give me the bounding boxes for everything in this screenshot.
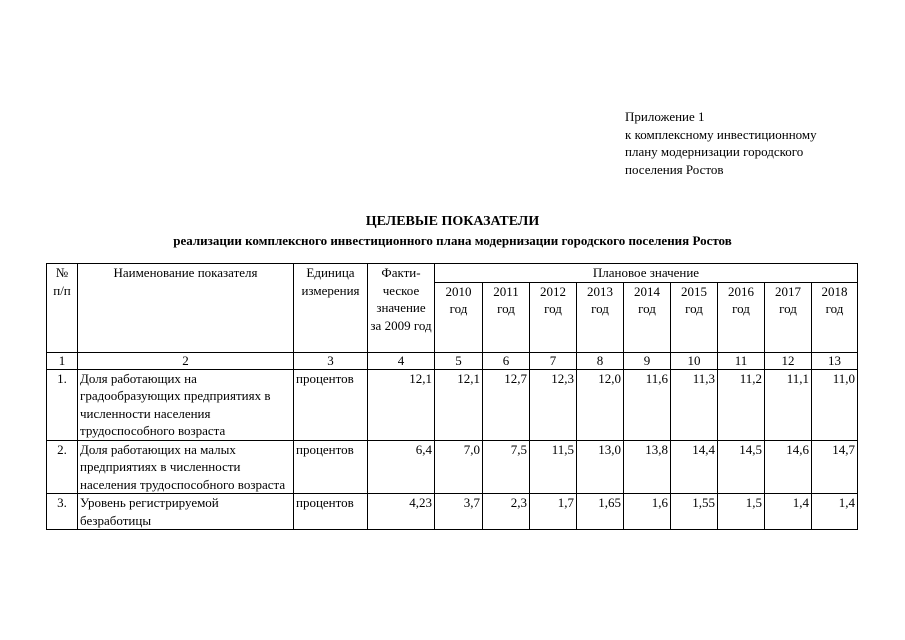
table-row — [47, 440, 858, 494]
row-actual: 4,23 — [368, 494, 435, 530]
row-name: Уровень регистрируемой безработицы — [78, 494, 294, 530]
column-number: 9 — [624, 352, 671, 369]
row-actual: 6,4 — [368, 440, 435, 494]
row-value: 1,7 — [530, 494, 577, 530]
column-number: 5 — [435, 352, 483, 369]
column-number: 4 — [368, 352, 435, 369]
column-number: 11 — [718, 352, 765, 369]
header-unit: Единица измерения — [294, 264, 368, 353]
row-unit: процентов — [294, 440, 368, 494]
row-value: 14,6 — [765, 440, 812, 494]
column-number: 8 — [577, 352, 624, 369]
row-num: 2. — [47, 440, 78, 494]
row-value: 3,7 — [435, 494, 483, 530]
indicators-table — [46, 263, 858, 530]
row-value: 11,1 — [765, 369, 812, 440]
row-value: 1,5 — [718, 494, 765, 530]
header-num: № п/п — [47, 264, 78, 353]
header-actual: Факти-ческое значение за 2009 год — [368, 264, 435, 353]
row-value: 2,3 — [483, 494, 530, 530]
row-value: 11,0 — [812, 369, 858, 440]
document-title: ЦЕЛЕВЫЕ ПОКАЗАТЕЛИ — [365, 214, 540, 229]
column-number: 13 — [812, 352, 858, 369]
row-actual: 12,1 — [368, 369, 435, 440]
header-year: 2013 год — [577, 282, 624, 352]
row-value: 11,5 — [530, 440, 577, 494]
appendix-line: к комплексному инвестиционному — [625, 126, 817, 142]
row-value: 11,3 — [671, 369, 718, 440]
row-value: 12,7 — [483, 369, 530, 440]
table-row — [47, 369, 858, 440]
row-value: 1,55 — [671, 494, 718, 530]
row-value: 1,65 — [577, 494, 624, 530]
appendix-line: Приложение 1 — [625, 109, 705, 124]
row-num: 3. — [47, 494, 78, 530]
column-number: 6 — [483, 352, 530, 369]
row-value: 1,4 — [765, 494, 812, 530]
row-value: 13,0 — [577, 440, 624, 494]
column-number: 10 — [671, 352, 718, 369]
row-name: Доля работающих на градообразующих предприятиях в численности населения трудоспособного возраста — [78, 369, 294, 440]
table-row — [47, 494, 858, 530]
header-year: 2011 год — [483, 282, 530, 352]
appendix-line: плану модернизации городского — [625, 144, 804, 159]
row-value: 14,7 — [812, 440, 858, 494]
header-year: 2016 год — [718, 282, 765, 352]
header-year: 2012 год — [530, 282, 577, 352]
header-year: 2015 год — [671, 282, 718, 352]
row-value: 12,1 — [435, 369, 483, 440]
appendix-note — [625, 108, 817, 178]
column-number: 7 — [530, 352, 577, 369]
row-value: 14,4 — [671, 440, 718, 494]
column-numbers-row — [47, 352, 858, 369]
column-number: 12 — [765, 352, 812, 369]
header-planned: Плановое значение — [435, 264, 858, 283]
header-year: 2017 год — [765, 282, 812, 352]
document-subtitle: реализации комплексного инвестиционного плана модернизации городского поселения Ростов — [173, 233, 732, 248]
header-year: 2018 год — [812, 282, 858, 352]
row-unit: процентов — [294, 369, 368, 440]
header-year: 2014 год — [624, 282, 671, 352]
row-value: 1,6 — [624, 494, 671, 530]
row-value: 13,8 — [624, 440, 671, 494]
header-year: 2010 год — [435, 282, 483, 352]
row-value: 1,4 — [812, 494, 858, 530]
row-num: 1. — [47, 369, 78, 440]
row-value: 11,6 — [624, 369, 671, 440]
row-value: 7,5 — [483, 440, 530, 494]
table-header-row — [47, 264, 858, 283]
row-value: 12,3 — [530, 369, 577, 440]
row-value: 11,2 — [718, 369, 765, 440]
column-number: 2 — [78, 352, 294, 369]
column-number: 3 — [294, 352, 368, 369]
column-number: 1 — [47, 352, 78, 369]
header-name: Наименование показателя — [78, 264, 294, 353]
row-unit: процентов — [294, 494, 368, 530]
row-value: 14,5 — [718, 440, 765, 494]
row-value: 7,0 — [435, 440, 483, 494]
appendix-line: поселения Ростов — [625, 161, 724, 177]
row-name: Доля работающих на малых предприятиях в численности населения трудоспособного возраста — [78, 440, 294, 494]
row-value: 12,0 — [577, 369, 624, 440]
